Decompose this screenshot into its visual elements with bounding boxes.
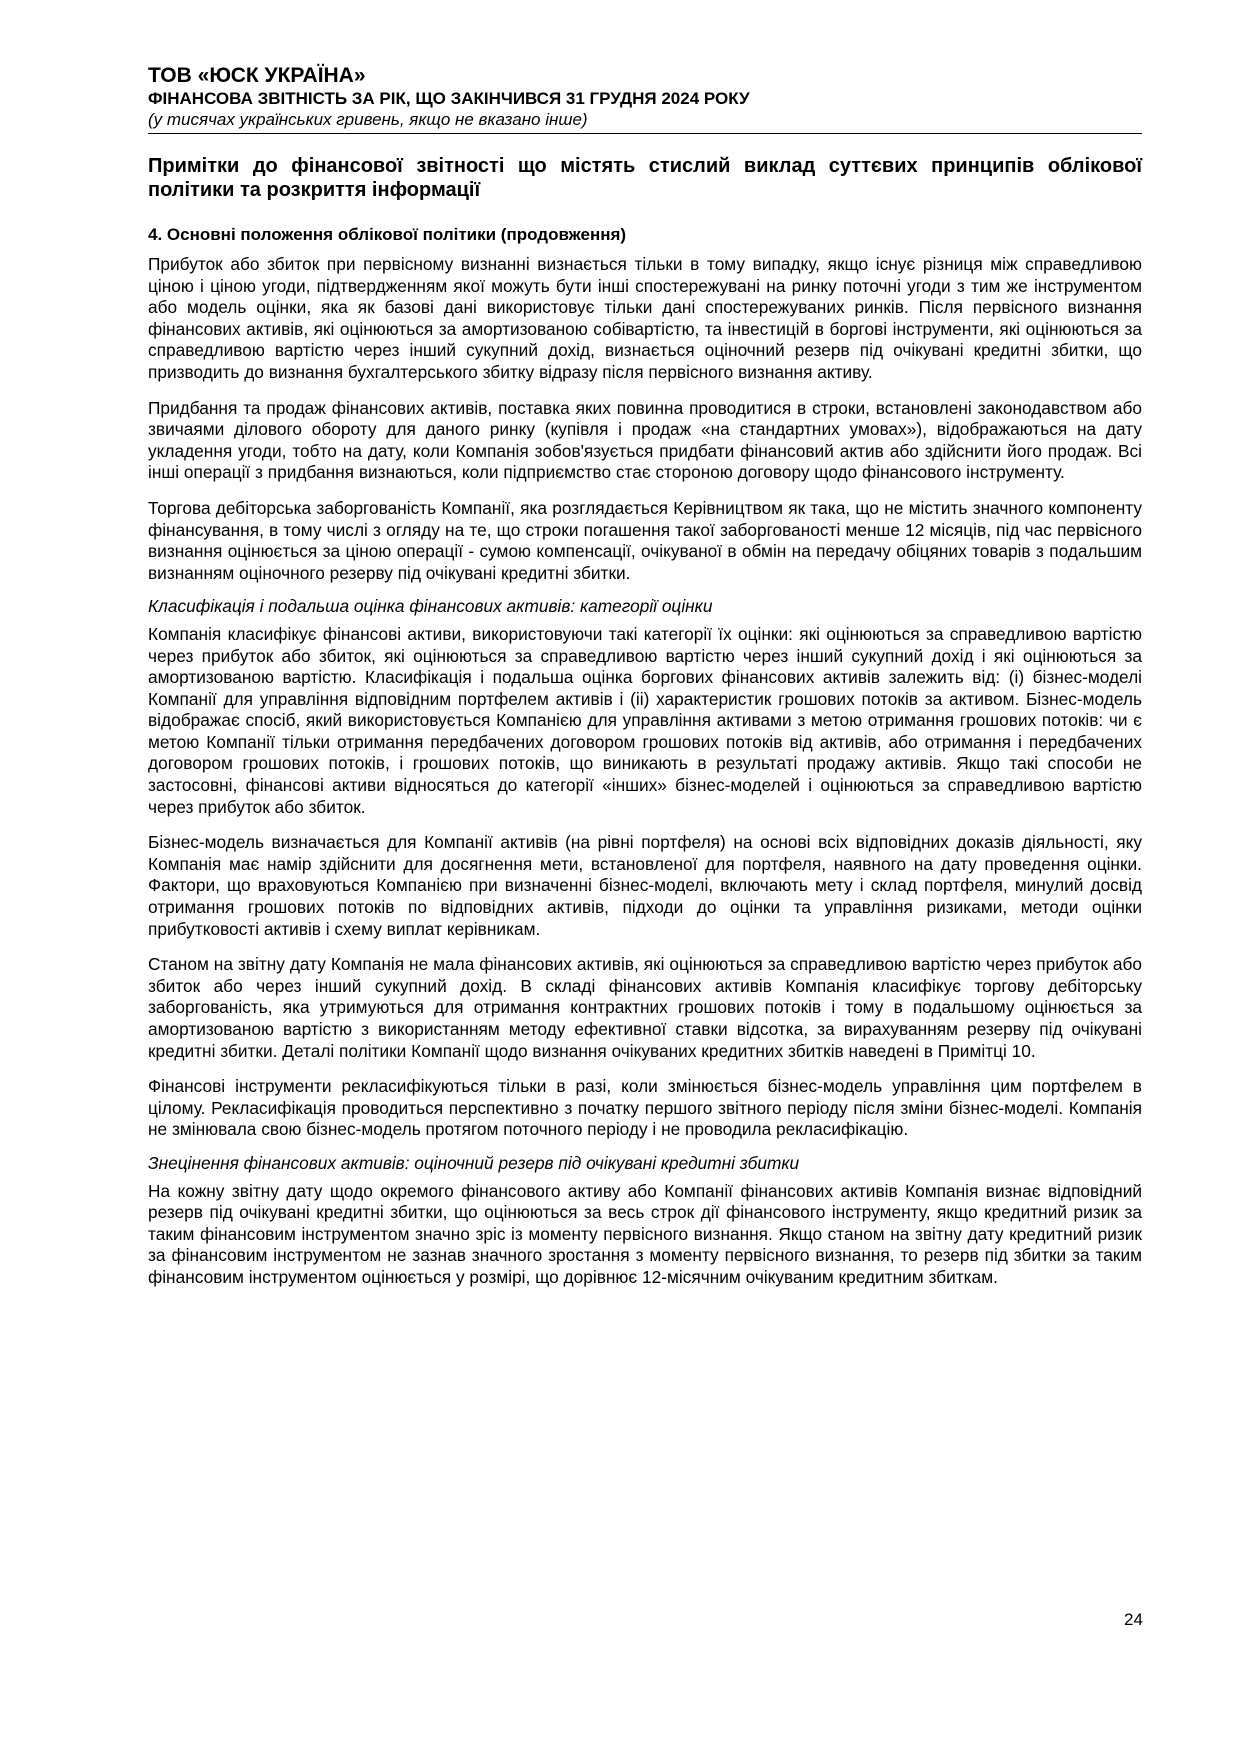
- document-page: [148, 64, 1142, 1303]
- paragraph-reclassification: Фінансові інструменти рекласифікуються тільки в разі, коли змінюється бізнес-модель управління цим портфелем в цілому. Рекласифікація проводиться перспективно з початку першого звітного періоду після зміни бізнес-моделі. Компанія не змінювала свою бізнес-модель протягом поточного періоду і не проводила рекласифікацію.: [148, 1076, 1142, 1140]
- section-title: Примітки до фінансової звітності що містять стислий виклад суттєвих принципів облікової політики та розкриття інформації: [148, 155, 1142, 201]
- paragraph-initial-recognition: Прибуток або збиток при первісному визнанні визнається тільки в тому випадку, якщо існує різниця між справедливою ціною і ціною угоди, підтвердженням якої можуть бути інші спостережувані на ринку поточні угоди з тим же інструментом або модель оцінки, яка як базові дані використовує тільки дані спостережуваних ринків. Після первісного визнання фінансових активів, які оцінюються за амортизованою собівартістю, та інвестицій в боргові інструменти, які оцінюються за справедливою вартістю через інший сукупний дохід, визнається оціночний резерв під очікувані кредитні збитки, що призводить до визнання бухгалтерського збитку відразу після первісного визнання активу.: [148, 254, 1142, 382]
- company-name: ТОВ «ЮСК УКРАЇНА»: [148, 64, 366, 87]
- paragraph-classification: Компанія класифікує фінансові активи, використовуючи такі категорії їх оцінки: які оцінюються за справедливою вартістю через прибуток або збиток, які оцінюються за справедливою вартістю через інший сукупний дохід і які оцінюються за амортизованою вартістю. Класифікація і подальша оцінка боргових фінансових активів залежить від: (i) бізнес-моделі Компанії для управління відповідним портфелем активів і (ii) характеристик грошових потоків за активом. Бізнес-модель відображає спосіб, який використовується Компанією для управління активами з метою отримання грошових потоків: чи є метою Компанії тільки отримання передбачених договором грошових потоків від активів, або отримання і передбачених договором грошових потоків, і грошових потоків, що виникають в результаті продажу активів. Якщо такі способи не застосовні, фінансові активи відносяться до категорії «інших» бізнес-моделей і оцінюються за справедливою вартістю через прибуток або збиток.: [148, 623, 1142, 817]
- subsection-title: 4. Основні положення облікової політики (продовження): [148, 225, 627, 244]
- currency-note: (у тисячах українських гривень, якщо не вказано інше): [148, 110, 588, 129]
- report-title: ФІНАНСОВА ЗВІТНІСТЬ ЗА РІК, ЩО ЗАКІНЧИВСЯ 31 ГРУДНЯ 2024 РОКУ: [148, 89, 750, 108]
- paragraph-impairment: На кожну звітну дату щодо окремого фінансового активу або Компанії фінансових активів Компанія визнає відповідний резерв під очікувані кредитні збитки, що оцінюються за весь строк дії фінансового інструменту, якщо кредитний ризик за таким фінансовим інструментом значно зріс із моменту первісного визнання. Якщо станом на звітну дату кредитний ризик за фінансовим інструментом не зазнав значного зростання з моменту первісного визнання, то резерв під збитки за таким фінансовим інструментом оцінюється у розмірі, що дорівнює 12-місячним очікуваним кредитним збиткам.: [148, 1180, 1142, 1287]
- page-number: 24: [1124, 1610, 1143, 1629]
- heading-classification: Класифікація і подальша оцінка фінансових активів: категорії оцінки: [148, 596, 713, 617]
- heading-impairment: Знецінення фінансових активів: оціночний резерв під очікувані кредитні збитки: [148, 1152, 800, 1173]
- paragraph-business-model: Бізнес-модель визначається для Компанії активів (на рівні портфеля) на основі всіх відповідних доказів діяльності, яку Компанія має намір здійснити для досягнення мети, встановленої для портфеля, наявного на дату проведення оцінки. Фактори, що враховуються Компанією при визначенні бізнес-моделі, включають мету і склад портфеля, минулий досвід отримання грошових потоків по відповідних активів, підходи до оцінки та управління ризиками, методи оцінки прибутковості активів і схему виплат керівникам.: [148, 832, 1142, 939]
- paragraph-trade-receivables: Торгова дебіторська заборгованість Компанії, яка розглядається Керівництвом як така, що не містить значного компоненту фінансування, в тому числі з огляду на те, що строки погашення такої заборгованості менше 12 місяців, під час первісного визнання оцінюється за ціною операції - сумою компенсації, очікуваної в обмін на передачу обіцяних товарів з подальшим визнанням оціночного резерву під очікувані кредитні збитки.: [148, 497, 1142, 583]
- header-divider: [148, 133, 1142, 134]
- paragraph-reporting-date: Станом на звітну дату Компанія не мала фінансових активів, які оцінюються за справедливою вартістю через прибуток або збиток або через інший сукупний дохід. В складі фінансових активів Компанія класифікує торгову дебіторську заборгованість, яка утримуються для отримання контрактних грошових потоків і тому в подальшому оцінюється за амортизованою вартістю з використанням методу ефективної ставки відсотка, за вирахуванням резерву під очікувані кредитні збитки. Деталі політики Компанії щодо визнання очікуваних кредитних збитків наведені в Примітці 10.: [148, 954, 1142, 1061]
- paragraph-purchase-sale: Придбання та продаж фінансових активів, поставка яких повинна проводитися в строки, встановлені законодавством або звичаями ділового обороту для даного ринку (купівля і продаж «на стандартних умовах»), відображаються на дату укладення угоди, тобто на дату, коли Компанія зобов'язується придбати фінансовий актив або здійснити його продаж. Всі інші операції з придбання визнаються, коли підприємство стає стороною договору щодо фінансового інструменту.: [148, 397, 1142, 483]
